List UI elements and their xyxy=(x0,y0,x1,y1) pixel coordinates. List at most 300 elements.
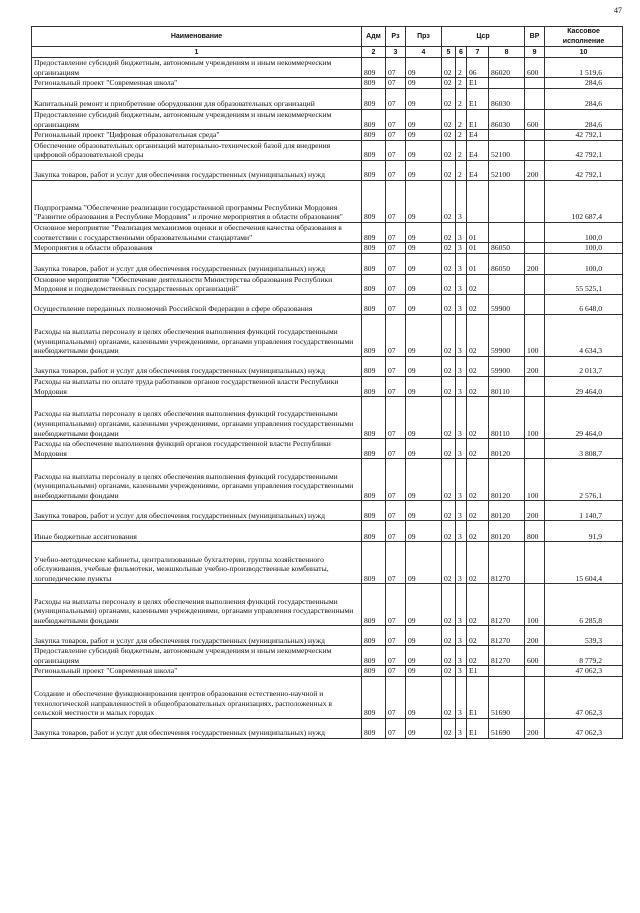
csr-code-cell: 86020 xyxy=(489,58,525,78)
amount-cell: 2 576,1 xyxy=(545,459,623,501)
rz-cell: 07 xyxy=(386,314,406,356)
amount-cell: 42 792,1 xyxy=(545,160,623,180)
csr-code-cell: 59900 xyxy=(489,314,525,356)
csr-part-cell: 02 xyxy=(442,501,456,521)
adm-cell: 809 xyxy=(362,140,386,160)
csr-part-cell: 02 xyxy=(442,88,456,109)
header-amount: Кассовое исполнение xyxy=(545,27,623,47)
csr-part-cell: 02 xyxy=(467,542,489,584)
column-number-row xyxy=(32,47,623,58)
table-row xyxy=(32,376,623,396)
header-name: Наименование xyxy=(32,27,362,47)
csr-part-cell: 01 xyxy=(467,222,489,242)
name-cell: Региональный проект "Современная школа" xyxy=(32,78,362,89)
csr-part-cell: 02 xyxy=(442,130,456,141)
csr-part-cell: 2 xyxy=(456,58,467,78)
col-number: 4 xyxy=(406,47,442,58)
adm-cell: 809 xyxy=(362,439,386,459)
csr-part-cell: 3 xyxy=(456,666,467,677)
rz-cell: 07 xyxy=(386,666,406,677)
csr-part-cell: E1 xyxy=(467,666,489,677)
table-row xyxy=(32,314,623,356)
amount-cell: 47 062,3 xyxy=(545,677,623,719)
csr-code-cell: 59900 xyxy=(489,356,525,376)
adm-cell: 809 xyxy=(362,397,386,439)
adm-cell: 809 xyxy=(362,58,386,78)
prz-cell: 09 xyxy=(406,180,442,222)
table-row xyxy=(32,646,623,666)
vr-cell: 600 xyxy=(525,58,545,78)
table-row xyxy=(32,294,623,314)
vr-cell xyxy=(525,243,545,254)
csr-part-cell: 01 xyxy=(467,243,489,254)
amount-cell: 55 525,1 xyxy=(545,274,623,294)
csr-part-cell: 3 xyxy=(456,356,467,376)
table-row xyxy=(32,58,623,78)
csr-part-cell: 3 xyxy=(456,314,467,356)
csr-part-cell: 3 xyxy=(456,542,467,584)
name-cell: Закупка товаров, работ и услуг для обеспечения государственных (муниципальных) нужд xyxy=(32,160,362,180)
table-row xyxy=(32,109,623,129)
amount-cell: 100,0 xyxy=(545,253,623,274)
name-cell: Основное мероприятие "Обеспечение деятельности Министерства образования Республики Мордовия и подведомственных государственных организаций" xyxy=(32,274,362,294)
amount-cell: 8 779,2 xyxy=(545,646,623,666)
csr-code-cell xyxy=(489,274,525,294)
prz-cell: 09 xyxy=(406,160,442,180)
amount-cell: 284,6 xyxy=(545,78,623,89)
vr-cell xyxy=(525,78,545,89)
csr-part-cell: 2 xyxy=(456,109,467,129)
prz-cell: 09 xyxy=(406,584,442,626)
name-cell: Капитальный ремонт и приобретение оборудования для образовательных организаций xyxy=(32,88,362,109)
name-cell: Закупка товаров, работ и услуг для обеспечения государственных (муниципальных) нужд xyxy=(32,626,362,646)
prz-cell: 09 xyxy=(406,459,442,501)
csr-part-cell: 3 xyxy=(456,459,467,501)
vr-cell: 200 xyxy=(525,356,545,376)
csr-part-cell: 2 xyxy=(456,140,467,160)
csr-code-cell: 51690 xyxy=(489,677,525,719)
csr-code-cell: 81270 xyxy=(489,584,525,626)
vr-cell: 100 xyxy=(525,314,545,356)
csr-part-cell: 02 xyxy=(442,439,456,459)
csr-part-cell: 3 xyxy=(456,646,467,666)
rz-cell: 07 xyxy=(386,646,406,666)
vr-cell: 200 xyxy=(525,253,545,274)
csr-code-cell: 81270 xyxy=(489,646,525,666)
csr-code-cell: 80110 xyxy=(489,376,525,396)
rz-cell: 07 xyxy=(386,626,406,646)
csr-part-cell xyxy=(467,180,489,222)
vr-cell xyxy=(525,376,545,396)
rz-cell: 07 xyxy=(386,253,406,274)
csr-part-cell: 02 xyxy=(467,584,489,626)
prz-cell: 09 xyxy=(406,521,442,542)
name-cell: Предоставление субсидий бюджетным, автономным учреждениям и иным некоммерческим организациям xyxy=(32,109,362,129)
csr-part-cell: 3 xyxy=(456,626,467,646)
vr-cell xyxy=(525,180,545,222)
name-cell: Мероприятия в области образования xyxy=(32,243,362,254)
col-number: 7 xyxy=(467,47,489,58)
csr-code-cell: 86030 xyxy=(489,88,525,109)
col-number: 2 xyxy=(362,47,386,58)
name-cell: Региональный проект "Цифровая образовательная среда" xyxy=(32,130,362,141)
table-row xyxy=(32,397,623,439)
csr-part-cell: E1 xyxy=(467,677,489,719)
table-row xyxy=(32,356,623,376)
adm-cell: 809 xyxy=(362,521,386,542)
name-cell: Закупка товаров, работ и услуг для обеспечения государственных (муниципальных) нужд xyxy=(32,501,362,521)
adm-cell: 809 xyxy=(362,666,386,677)
prz-cell: 09 xyxy=(406,626,442,646)
adm-cell: 809 xyxy=(362,243,386,254)
csr-part-cell: 02 xyxy=(467,314,489,356)
adm-cell: 809 xyxy=(362,160,386,180)
table-row xyxy=(32,222,623,242)
prz-cell: 09 xyxy=(406,130,442,141)
vr-cell: 800 xyxy=(525,521,545,542)
csr-part-cell: 06 xyxy=(467,58,489,78)
table-row xyxy=(32,243,623,254)
prz-cell: 09 xyxy=(406,356,442,376)
rz-cell: 07 xyxy=(386,58,406,78)
prz-cell: 09 xyxy=(406,253,442,274)
rz-cell: 07 xyxy=(386,677,406,719)
rz-cell: 07 xyxy=(386,397,406,439)
vr-cell xyxy=(525,222,545,242)
table-row xyxy=(32,677,623,719)
table-row xyxy=(32,180,623,222)
adm-cell: 809 xyxy=(362,356,386,376)
table-row xyxy=(32,542,623,584)
table-row xyxy=(32,459,623,501)
csr-code-cell: 81270 xyxy=(489,542,525,584)
csr-part-cell: 02 xyxy=(442,719,456,739)
csr-part-cell: 02 xyxy=(467,501,489,521)
amount-cell: 42 792,1 xyxy=(545,140,623,160)
budget-table xyxy=(31,26,623,739)
prz-cell: 09 xyxy=(406,88,442,109)
rz-cell: 07 xyxy=(386,130,406,141)
name-cell: Осуществление переданных полномочий Российской Федерации в сфере образования xyxy=(32,294,362,314)
table-row xyxy=(32,78,623,89)
col-number: 3 xyxy=(386,47,406,58)
csr-part-cell: 2 xyxy=(456,160,467,180)
header-row xyxy=(32,27,623,47)
csr-part-cell: E1 xyxy=(467,109,489,129)
csr-part-cell: E1 xyxy=(467,719,489,739)
csr-part-cell: 3 xyxy=(456,376,467,396)
prz-cell: 09 xyxy=(406,78,442,89)
prz-cell: 09 xyxy=(406,542,442,584)
csr-part-cell: 02 xyxy=(442,459,456,501)
csr-code-cell: 80120 xyxy=(489,439,525,459)
vr-cell xyxy=(525,294,545,314)
name-cell: Учебно-методические кабинеты, централизованные бухгалтерии, группы хозяйственного обслуживания, учебные фильмотеки, межшкольные учебно-производственные комбинаты, логопедические пункты xyxy=(32,542,362,584)
csr-part-cell: 3 xyxy=(456,243,467,254)
csr-part-cell: E1 xyxy=(467,88,489,109)
rz-cell: 07 xyxy=(386,356,406,376)
name-cell: Расходы на обеспечение выполнения функций органов государственной власти Республики Мордовия xyxy=(32,439,362,459)
vr-cell xyxy=(525,130,545,141)
adm-cell: 809 xyxy=(362,542,386,584)
amount-cell: 284,6 xyxy=(545,109,623,129)
csr-part-cell: 02 xyxy=(467,356,489,376)
csr-part-cell: 3 xyxy=(456,439,467,459)
rz-cell: 07 xyxy=(386,140,406,160)
rz-cell: 07 xyxy=(386,439,406,459)
rz-cell: 07 xyxy=(386,376,406,396)
adm-cell: 809 xyxy=(362,78,386,89)
col-number: 8 xyxy=(489,47,525,58)
amount-cell: 6 285,8 xyxy=(545,584,623,626)
adm-cell: 809 xyxy=(362,501,386,521)
rz-cell: 07 xyxy=(386,180,406,222)
amount-cell: 1 140,7 xyxy=(545,501,623,521)
name-cell: Подпрограмма "Обеспечение реализации государственной программы Республики Мордовия "Развитие образования в Республике Мордовия" и прочие мероприятия в области образования" xyxy=(32,180,362,222)
csr-part-cell: 02 xyxy=(467,439,489,459)
csr-part-cell: 02 xyxy=(442,646,456,666)
csr-code-cell xyxy=(489,78,525,89)
prz-cell: 09 xyxy=(406,719,442,739)
rz-cell: 07 xyxy=(386,109,406,129)
name-cell: Расходы на выплаты персоналу в целях обеспечения выполнения функций государственными (муниципальными) органами, казенными учреждениями, органами управления государственными внебюджетными фондами xyxy=(32,397,362,439)
amount-cell: 100,0 xyxy=(545,222,623,242)
table-row xyxy=(32,719,623,739)
vr-cell: 100 xyxy=(525,397,545,439)
name-cell: Расходы на выплаты персоналу в целях обеспечения выполнения функций государственными (муниципальными) органами, казенными учреждениями, органами управления государственными внебюджетными фондами xyxy=(32,314,362,356)
csr-part-cell: 02 xyxy=(442,253,456,274)
csr-part-cell: 02 xyxy=(442,376,456,396)
csr-part-cell: 01 xyxy=(467,253,489,274)
csr-part-cell: 02 xyxy=(467,521,489,542)
csr-code-cell: 81270 xyxy=(489,626,525,646)
amount-cell: 284,6 xyxy=(545,88,623,109)
csr-code-cell: 52100 xyxy=(489,160,525,180)
amount-cell: 29 464,0 xyxy=(545,376,623,396)
rz-cell: 07 xyxy=(386,274,406,294)
rz-cell: 07 xyxy=(386,88,406,109)
amount-cell: 6 648,0 xyxy=(545,294,623,314)
name-cell: Региональный проект "Современная школа" xyxy=(32,666,362,677)
vr-cell xyxy=(525,140,545,160)
table-row xyxy=(32,274,623,294)
table-row xyxy=(32,439,623,459)
table-row xyxy=(32,521,623,542)
csr-part-cell: 02 xyxy=(442,160,456,180)
csr-part-cell: 02 xyxy=(442,78,456,89)
name-cell: Закупка товаров, работ и услуг для обеспечения государственных (муниципальных) нужд xyxy=(32,719,362,739)
csr-part-cell: 02 xyxy=(442,58,456,78)
prz-cell: 09 xyxy=(406,243,442,254)
amount-cell: 47 062,3 xyxy=(545,666,623,677)
rz-cell: 07 xyxy=(386,542,406,584)
vr-cell: 200 xyxy=(525,501,545,521)
csr-code-cell: 80110 xyxy=(489,397,525,439)
csr-code-cell xyxy=(489,180,525,222)
amount-cell: 1 519,6 xyxy=(545,58,623,78)
csr-part-cell: 02 xyxy=(467,274,489,294)
vr-cell xyxy=(525,666,545,677)
rz-cell: 07 xyxy=(386,294,406,314)
header-rz: Рз xyxy=(386,27,406,47)
col-number: 9 xyxy=(525,47,545,58)
adm-cell: 809 xyxy=(362,109,386,129)
amount-cell: 91,9 xyxy=(545,521,623,542)
csr-part-cell: 02 xyxy=(442,314,456,356)
adm-cell: 809 xyxy=(362,677,386,719)
csr-part-cell: E4 xyxy=(467,130,489,141)
prz-cell: 09 xyxy=(406,314,442,356)
name-cell: Создание и обеспечение функционирования центров образования естественно-научной и технологической направленностей в общеобразовательных организациях, расположенных в сельской местности и малых городах xyxy=(32,677,362,719)
header-vr: ВР xyxy=(525,27,545,47)
prz-cell: 09 xyxy=(406,274,442,294)
amount-cell: 15 604,4 xyxy=(545,542,623,584)
amount-cell: 3 808,7 xyxy=(545,439,623,459)
csr-part-cell: 02 xyxy=(467,459,489,501)
amount-cell: 29 464,0 xyxy=(545,397,623,439)
csr-code-cell: 86030 xyxy=(489,109,525,129)
table-row xyxy=(32,666,623,677)
table-row xyxy=(32,88,623,109)
rz-cell: 07 xyxy=(386,501,406,521)
csr-part-cell: 2 xyxy=(456,88,467,109)
header-prz: Прз xyxy=(406,27,442,47)
csr-code-cell xyxy=(489,222,525,242)
rz-cell: 07 xyxy=(386,521,406,542)
name-cell: Предоставление субсидий бюджетным, автономным учреждениям и иным некоммерческим организациям xyxy=(32,58,362,78)
table-row xyxy=(32,160,623,180)
vr-cell xyxy=(525,88,545,109)
rz-cell: 07 xyxy=(386,222,406,242)
csr-code-cell xyxy=(489,666,525,677)
name-cell: Обеспечение образовательных организаций материально-технической базой для внедрения цифровой образовательной среды xyxy=(32,140,362,160)
csr-part-cell: E4 xyxy=(467,160,489,180)
name-cell: Иные бюджетные ассигнования xyxy=(32,521,362,542)
table-row xyxy=(32,140,623,160)
csr-part-cell: 02 xyxy=(467,397,489,439)
csr-part-cell: 3 xyxy=(456,294,467,314)
adm-cell: 809 xyxy=(362,626,386,646)
csr-part-cell: 02 xyxy=(442,584,456,626)
table-row xyxy=(32,253,623,274)
prz-cell: 09 xyxy=(406,646,442,666)
table-row xyxy=(32,626,623,646)
vr-cell: 600 xyxy=(525,109,545,129)
vr-cell xyxy=(525,677,545,719)
amount-cell: 102 687,4 xyxy=(545,180,623,222)
vr-cell: 200 xyxy=(525,160,545,180)
name-cell: Закупка товаров, работ и услуг для обеспечения государственных (муниципальных) нужд xyxy=(32,356,362,376)
header-csr: Цср xyxy=(442,27,525,47)
adm-cell: 809 xyxy=(362,88,386,109)
csr-part-cell: 02 xyxy=(442,243,456,254)
col-number: 6 xyxy=(456,47,467,58)
rz-cell: 07 xyxy=(386,459,406,501)
csr-part-cell: 3 xyxy=(456,677,467,719)
csr-part-cell: 3 xyxy=(456,584,467,626)
csr-part-cell: 3 xyxy=(456,274,467,294)
csr-part-cell: 02 xyxy=(442,521,456,542)
adm-cell: 809 xyxy=(362,584,386,626)
prz-cell: 09 xyxy=(406,397,442,439)
amount-cell: 100,0 xyxy=(545,243,623,254)
csr-part-cell: 3 xyxy=(456,397,467,439)
csr-code-cell xyxy=(489,130,525,141)
csr-part-cell: 2 xyxy=(456,130,467,141)
prz-cell: 09 xyxy=(406,222,442,242)
vr-cell: 200 xyxy=(525,626,545,646)
name-cell: Расходы на выплаты персоналу в целях обеспечения выполнения функций государственными (муниципальными) органами, казенными учреждениями, органами управления государственными внебюджетными фондами xyxy=(32,459,362,501)
name-cell: Расходы на выплаты по оплате труда работников органов государственной власти Республики Мордовия xyxy=(32,376,362,396)
csr-part-cell: 02 xyxy=(442,626,456,646)
csr-part-cell: E1 xyxy=(467,78,489,89)
adm-cell: 809 xyxy=(362,180,386,222)
csr-part-cell: 02 xyxy=(467,626,489,646)
adm-cell: 809 xyxy=(362,314,386,356)
csr-part-cell: 3 xyxy=(456,222,467,242)
rz-cell: 07 xyxy=(386,243,406,254)
csr-part-cell: 3 xyxy=(456,253,467,274)
amount-cell: 47 062,3 xyxy=(545,719,623,739)
csr-part-cell: 2 xyxy=(456,78,467,89)
vr-cell: 200 xyxy=(525,719,545,739)
csr-code-cell: 59900 xyxy=(489,294,525,314)
col-number: 10 xyxy=(545,47,623,58)
csr-part-cell: 3 xyxy=(456,180,467,222)
csr-part-cell: 02 xyxy=(467,294,489,314)
prz-cell: 09 xyxy=(406,439,442,459)
table-row xyxy=(32,501,623,521)
amount-cell: 539,3 xyxy=(545,626,623,646)
table-row xyxy=(32,584,623,626)
csr-code-cell: 80120 xyxy=(489,521,525,542)
adm-cell: 809 xyxy=(362,294,386,314)
vr-cell xyxy=(525,274,545,294)
adm-cell: 809 xyxy=(362,274,386,294)
csr-code-cell: 86050 xyxy=(489,253,525,274)
prz-cell: 09 xyxy=(406,376,442,396)
table-row xyxy=(32,130,623,141)
adm-cell: 809 xyxy=(362,459,386,501)
adm-cell: 809 xyxy=(362,222,386,242)
csr-code-cell: 86050 xyxy=(489,243,525,254)
adm-cell: 809 xyxy=(362,253,386,274)
rz-cell: 07 xyxy=(386,719,406,739)
csr-part-cell: 02 xyxy=(442,180,456,222)
csr-part-cell: 02 xyxy=(442,666,456,677)
name-cell: Расходы на выплаты персоналу в целях обеспечения выполнения функций государственными (муниципальными) органами, казенными учреждениями, органами управления государственными внебюджетными фондами xyxy=(32,584,362,626)
csr-code-cell: 80120 xyxy=(489,459,525,501)
prz-cell: 09 xyxy=(406,294,442,314)
amount-cell: 42 792,1 xyxy=(545,130,623,141)
csr-part-cell: 02 xyxy=(467,376,489,396)
csr-part-cell: 02 xyxy=(442,542,456,584)
csr-code-cell: 51690 xyxy=(489,719,525,739)
csr-part-cell: 02 xyxy=(467,646,489,666)
amount-cell: 4 634,3 xyxy=(545,314,623,356)
csr-part-cell: 3 xyxy=(456,501,467,521)
rz-cell: 07 xyxy=(386,78,406,89)
csr-part-cell: 02 xyxy=(442,109,456,129)
prz-cell: 09 xyxy=(406,58,442,78)
rz-cell: 07 xyxy=(386,160,406,180)
name-cell: Закупка товаров, работ и услуг для обеспечения государственных (муниципальных) нужд xyxy=(32,253,362,274)
adm-cell: 809 xyxy=(362,130,386,141)
csr-part-cell: 02 xyxy=(442,274,456,294)
adm-cell: 809 xyxy=(362,646,386,666)
csr-part-cell: 02 xyxy=(442,140,456,160)
csr-part-cell: 3 xyxy=(456,719,467,739)
